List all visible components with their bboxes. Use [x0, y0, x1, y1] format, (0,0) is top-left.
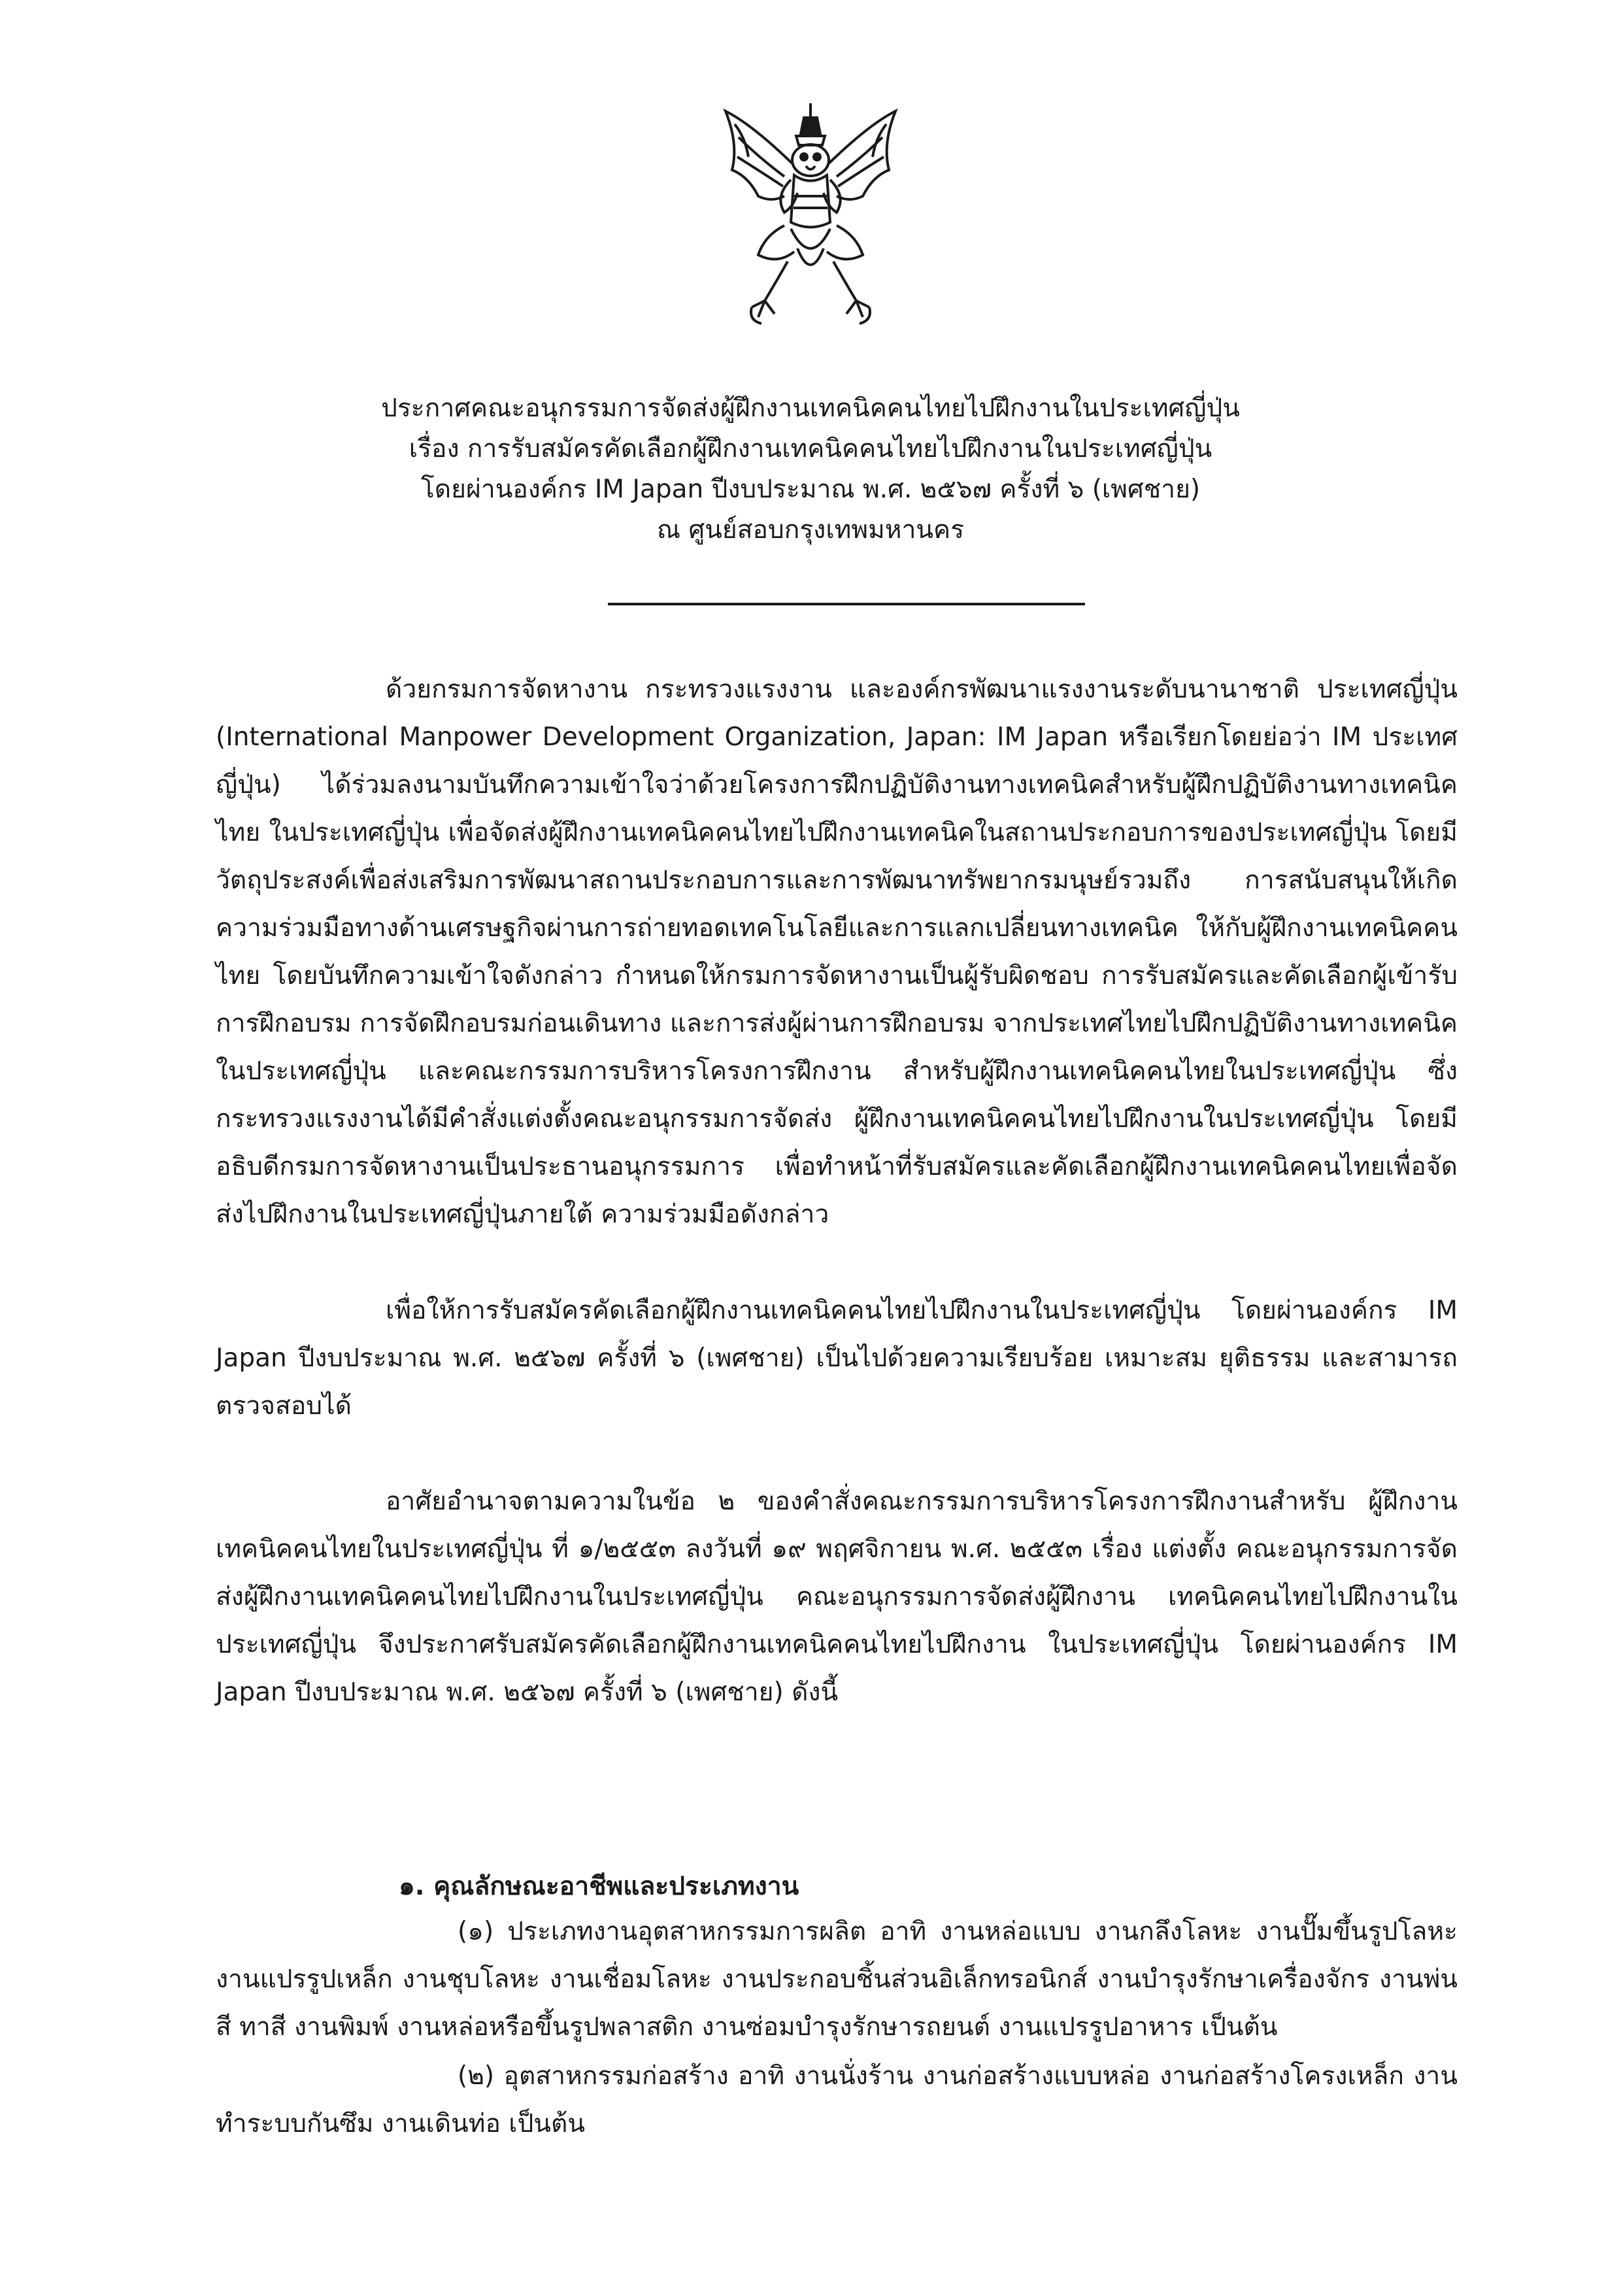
heading-detail: โดยผ่านองค์กร IM Japan ปีงบประมาณ พ.ศ. ๒๕๖๗ ครั้งที่ ๖ (เพศชาย) — [420, 475, 1201, 504]
body-paragraph-2-block — [216, 1287, 1458, 1430]
section-1-item-1-block — [216, 1908, 1458, 2051]
body-paragraph-1-block — [216, 666, 1458, 1238]
section-1-item-2: (๒) อุตสาหกรรมก่อสร้าง อาทิ งานนั่งร้าน งานก่อสร้างแบบหล่อ งานก่อสร้างโครงเหล็ก งานทำระบบกันซึม งานเดินท่อ เป็นต้น — [216, 2061, 1458, 2138]
section-1-title: ๑. คุณลักษณะอาชีพและประเภทงาน — [399, 1872, 799, 1901]
announcement-heading — [216, 388, 1405, 550]
body-paragraph-3: อาศัยอำนาจตามความในข้อ ๒ ของคำสั่งคณะกรรมการบริหารโครงการฝึกงานสำหรับ ผู้ฝึกงานเทคนิคคนไทยในประเทศญี่ปุ่น ที่ ๑/๒๕๕๓ ลงวันที่ ๑๙ พฤศจิกายน พ.ศ. ๒๕๕๓ เรื่อง แต่งตั้ง คณะอนุกรรมการจัดส่งผู้ฝึกงานเทคนิคคนไทยไปฝึกงานในประเทศญี่ปุ่น คณะอนุกรรมการจัดส่งผู้ฝึกงาน เทคนิคคนไทยไปฝึกงานในประเทศญี่ปุ่น จึงประกาศรับสมัครคัดเลือกผู้ฝึกงานเทคนิคคนไทยไปฝึกงาน ในประเทศญี่ปุ่น โดยผ่านองค์กร IM Japan ปีงบประมาณ พ.ศ. ๒๕๖๗ ครั้งที่ ๖ (เพศชาย) ดังนี้ — [216, 1487, 1458, 1707]
heading-subject: เรื่อง การรับสมัครคัดเลือกผู้ฝึกงานเทคนิคคนไทยไปฝึกงานในประเทศญี่ปุ่น — [409, 434, 1212, 464]
section-1-item-1: (๑) ประเภทงานอุตสาหกรรมการผลิต อาทิ งานหล่อแบบ งานกลึงโลหะ งานปั๊มขึ้นรูปโลหะ งานแปรรูปเหล็ก งานชุบโลหะ งานเชื่อมโลหะ งานประกอบชิ้นส่วนอิเล็กทรอนิกส์ งานบำรุงรักษาเครื่องจักร งานพ่นสี ทาสี งานพิมพ์ งานหล่อหรือขึ้นรูปพลาสติก งานซ่อมบำรุงรักษารถยนต์ งานแปรรูปอาหาร เป็นต้น — [216, 1917, 1458, 2042]
body-paragraph-1: ด้วยกรมการจัดหางาน กระทรวงแรงงาน และองค์กรพัฒนาแรงงานระดับนานาชาติ ประเทศญี่ปุ่น (International Manpower Development Organization, Japan: IM Japan หรือเรียกโดยย่อว่า IM ประเทศญี่ปุ่น) ได้ร่วมลงนามบันทึกความเข้าใจว่าด้วยโครงการฝึกปฏิบัติงานทางเทคนิคสำหรับผู้ฝึกปฏิบัติงานทางเทคนิคไทย ในประเทศญี่ปุ่น เพื่อจัดส่งผู้ฝึกงานเทคนิคคนไทยไปฝึกงานเทคนิคในสถานประกอบการของประเทศญี่ปุ่น โดยมีวัตถุประสงค์เพื่อส่งเสริมการพัฒนาสถานประกอบการและการพัฒนาทรัพยากรมนุษย์รวมถึง การสนับสนุนให้เกิดความร่วมมือทางด้านเศรษฐกิจผ่านการถ่ายทอดเทคโนโลยีและการแลกเปลี่ยนทางเทคนิค ให้กับผู้ฝึกงานเทคนิคคนไทย โดยบันทึกความเข้าใจดังกล่าว กำหนดให้กรมการจัดหางานเป็นผู้รับผิดชอบ การรับสมัครและคัดเลือกผู้เข้ารับการฝึกอบรม การจัดฝึกอบรมก่อนเดินทาง และการส่งผู้ผ่านการฝึกอบรม จากประเทศไทยไปฝึกปฏิบัติงานทางเทคนิคในประเทศญี่ปุ่น และคณะกรรมการบริหารโครงการฝึกงาน สำหรับผู้ฝึกงานเทคนิคคนไทยในประเทศญี่ปุ่น ซึ่งกระทรวงแรงงานได้มีคำสั่งแต่งตั้งคณะอนุกรรมการจัดส่ง ผู้ฝึกงานเทคนิคคนไทยไปฝึกงานในประเทศญี่ปุ่น โดยมีอธิบดีกรมการจัดหางานเป็นประธานอนุกรรมการ เพื่อทำหน้าที่รับสมัครและคัดเลือกผู้ฝึกงานเทคนิคคนไทยเพื่อจัดส่งไปฝึกงานในประเทศญี่ปุ่นภายใต้ ความร่วมมือดังกล่าว — [216, 675, 1458, 1229]
body-paragraph-2: เพื่อให้การรับสมัครคัดเลือกผู้ฝึกงานเทคนิคคนไทยไปฝึกงานในประเทศญี่ปุ่น โดยผ่านองค์กร IM Japan ปีงบประมาณ พ.ศ. ๒๕๖๗ ครั้งที่ ๖ (เพศชาย) เป็นไปด้วยความเรียบร้อย เหมาะสม ยุติธรรม และสามารถตรวจสอบได้ — [216, 1296, 1458, 1421]
heading-location: ณ ศูนย์สอบกรุงเทพมหานคร — [656, 515, 965, 545]
body-paragraph-3-block — [216, 1477, 1458, 1716]
section-1-item-2-block — [216, 2052, 1458, 2148]
heading-divider — [608, 603, 1085, 605]
garuda-emblem-icon — [712, 98, 909, 333]
heading-title: ประกาศคณะอนุกรรมการจัดส่งผู้ฝึกงานเทคนิคคนไทยไปฝึกงานในประเทศญี่ปุ่น — [381, 394, 1240, 423]
